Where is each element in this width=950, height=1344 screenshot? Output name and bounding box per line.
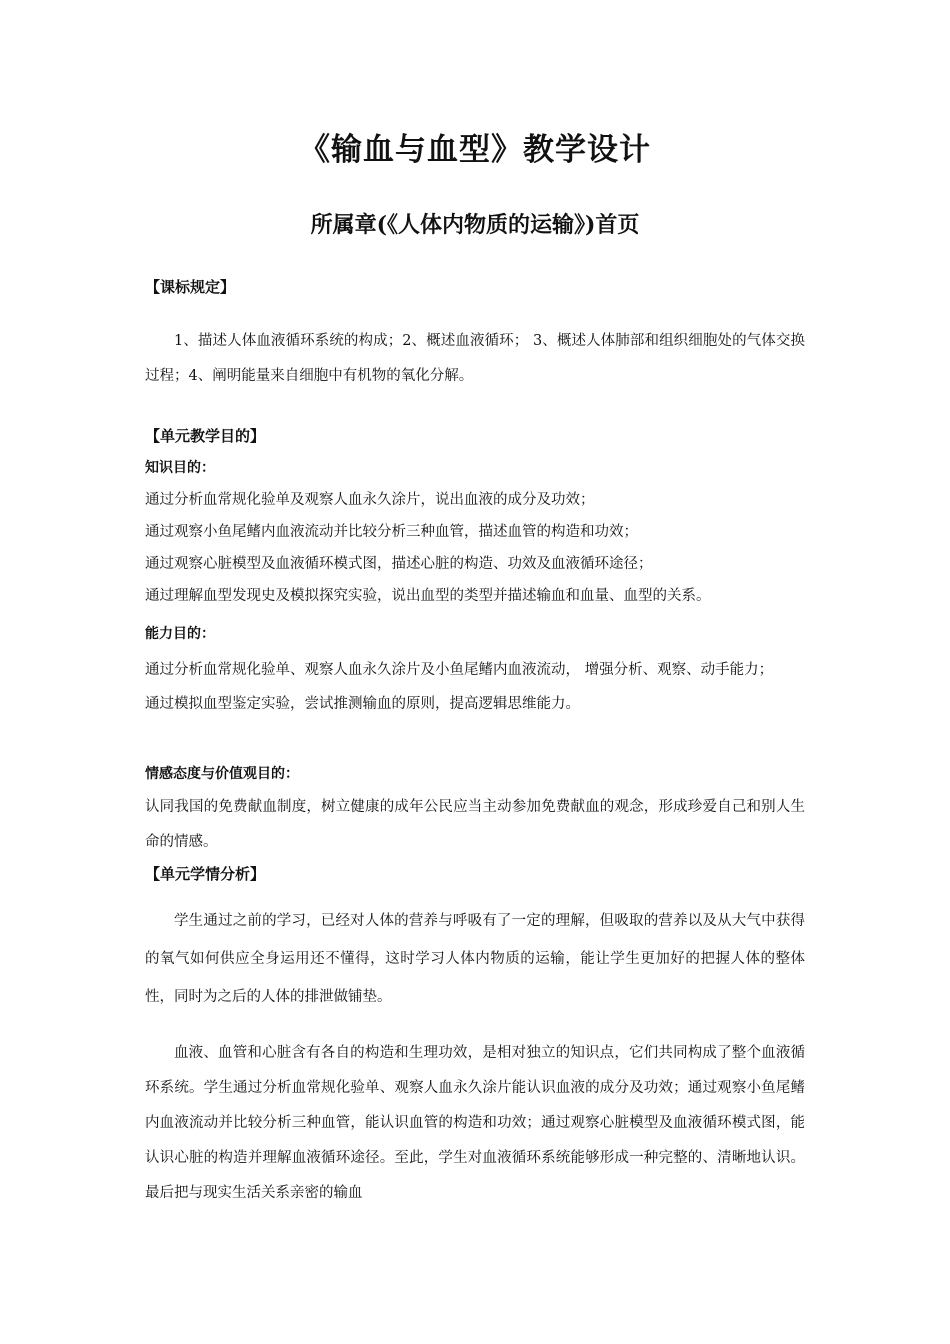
attitude-goals-label-block [145,763,805,785]
attitude-goals-text-block [145,790,805,860]
section-heading-analysis: 【单元学情分析】 [145,865,266,883]
document-title: 《输血与血型》教学设计 [299,132,651,168]
analysis-paragraph-1-block [145,902,805,1016]
attitude-goals-text: 认同我国的免费献血制度，树立健康的成年公民应当主动参加免费献血的观念，形成珍爱自己和别人生命的情感。 [145,799,805,850]
standard-paragraph: 1、描述人体血液循环系统的构成；2、概述血液循环； 3、概述人体肺部和组织细胞处的气体交换过程；4、阐明能量来自细胞中有机物的氧化分解。 [145,333,805,384]
knowledge-goals-list [145,484,805,612]
section-standard [145,276,805,298]
list-item: 通过分析血常规化验单及观察人血永久涂片，说出血液的成分及功效； [145,492,595,508]
ability-goals-label: 能力目的： [145,626,215,642]
analysis-paragraph: 血液、血管和心脏含有各自的构造和生理功效，是相对独立的知识点，它们共同构成了整个血液循环系统。学生通过分析血常规化验单、观察人血永久涂片能认识血液的成分及功效；通过观察小鱼尾鳍内血液流动并比较分析三种血管，能认识血管的构造和功效；通过观察心脏模型及血液循环模式图，能认识心脏的构造并理解血液循环途径。至此，学生对血液循环系统能够形成一种完整的、清晰地认识。最后把与现实生活关系亲密的输血 [145,1045,805,1201]
section-heading-standard: 【课标规定】 [145,278,236,296]
knowledge-goals-label-block [145,457,805,479]
ability-goals-list [145,652,805,720]
document-subtitle: 所属章(《人体内物质的运输》)首页 [310,212,640,238]
knowledge-goals-label: 知识目的： [145,460,215,476]
analysis-paragraph: 学生通过之前的学习，已经对人体的营养与呼吸有了一定的理解，但吸取的营养以及从大气中获得的氧气如何供应全身运用还不懂得，这时学习人体内物质的运输，能让学生更加好的把握人体的整体性，同时为之后的人体的排泄做铺垫。 [145,913,805,1005]
standard-paragraph-block [145,324,805,394]
section-goals [145,425,805,447]
list-item: 通过分析血常规化验单、观察人血永久涂片及小鱼尾鳍内血液流动， 增强分析、观察、动手能力； [145,662,774,678]
section-heading-goals: 【单元教学目的】 [145,427,266,445]
list-item: 通过观察小鱼尾鳍内血液流动并比较分析三种血管，描述血管的构造和功效； [145,524,638,540]
analysis-paragraph-2-block [145,1036,805,1211]
list-item: 通过观察心脏模型及血液循环模式图，描述心脏的构造、功效及血液循环途径； [145,556,653,572]
list-item: 通过理解血型发现史及模拟探究实验，说出血型的类型并描述输血和血量、血型的关系。 [145,588,711,604]
attitude-goals-label: 情感态度与价值观目的： [145,766,299,782]
list-item: 通过模拟血型鉴定实验，尝试推测输血的原则，提高逻辑思维能力。 [145,696,580,712]
ability-goals-label-block [145,623,805,645]
section-analysis [145,863,805,885]
